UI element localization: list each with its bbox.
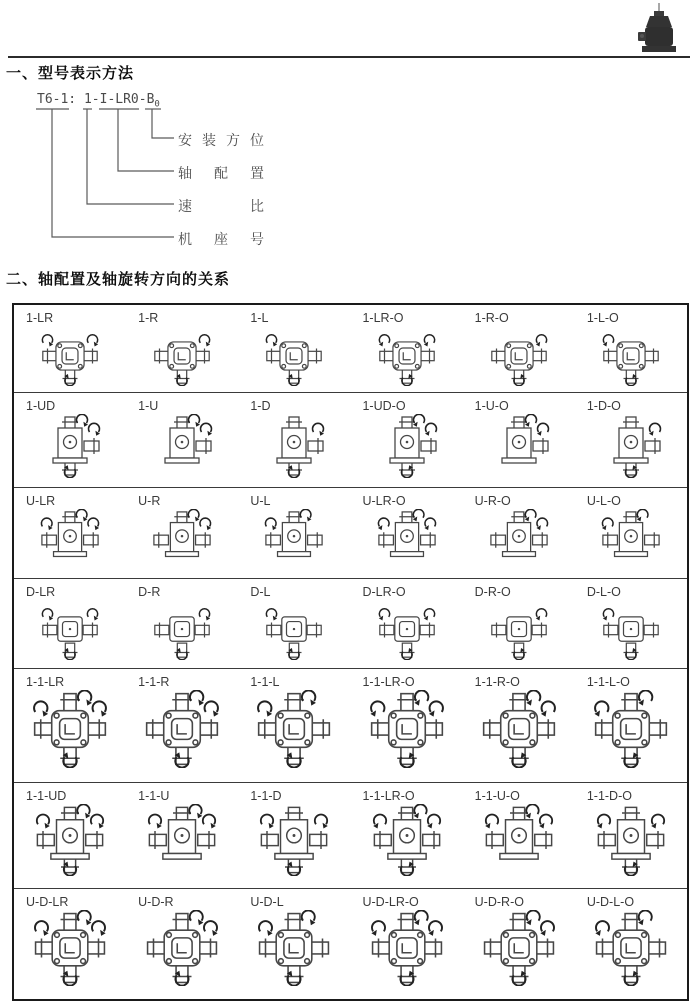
shaft-config-label: U-L: [250, 494, 271, 508]
gearbox-diagram: [601, 326, 661, 386]
table-cell: [14, 669, 126, 782]
table-row: [14, 888, 687, 999]
gearbox-diagram: [263, 509, 325, 571]
shaft-config-label: 1-1-LR: [26, 675, 65, 689]
shaft-config-label: U-LR-O: [362, 494, 406, 508]
table-cell: [126, 889, 238, 999]
shaft-config-label: D-LR: [26, 585, 56, 599]
shaft-config-label: 1-1-D-O: [586, 789, 632, 803]
table-cell: [575, 889, 687, 999]
shaft-config-label: 1-L: [250, 311, 269, 325]
shaft-config-label: U-LR: [26, 494, 56, 508]
table-cell: [14, 889, 126, 999]
shaft-config-label: D-L: [250, 585, 271, 599]
table-row: [14, 487, 687, 578]
table-cell: [350, 488, 462, 578]
gearbox-diagram: [40, 600, 100, 660]
gearbox-diagram: [377, 600, 437, 660]
callout-shaft-configuration: 轴配置: [178, 165, 286, 181]
shaft-config-label: U-D-R-O: [474, 895, 524, 909]
shaft-config-label: 1-1-LR-O: [362, 675, 415, 689]
gearbox-diagram: [600, 509, 662, 571]
shaft-config-label: 1-1-UD: [26, 789, 67, 803]
model-designation-diagram: [0, 90, 330, 262]
table-cell: [14, 305, 126, 392]
section2-heading: 二、轴配置及轴旋转方向的关系: [6, 271, 231, 288]
shaft-config-label: 1-1-D: [250, 789, 282, 803]
shaft-config-label: 1-UD: [26, 399, 56, 413]
shaft-config-label: U-D-LR-O: [362, 895, 419, 909]
gearbox-diagram: [601, 600, 661, 660]
table-cell: [238, 393, 350, 487]
gearbox-diagram: [487, 414, 551, 478]
table-cell: [350, 783, 462, 888]
table-cell: [463, 889, 575, 999]
gearbox-diagram: [377, 326, 437, 386]
shaft-config-label: 1-1-R-O: [474, 675, 520, 689]
table-cell: [463, 393, 575, 487]
shaft-config-label: 1-1-U-O: [474, 789, 520, 803]
shaft-config-label: U-D-L-O: [586, 895, 635, 909]
gearbox-diagram: [144, 910, 220, 986]
gearbox-diagram: [34, 804, 106, 876]
gearbox-diagram: [489, 600, 549, 660]
table-cell: [575, 783, 687, 888]
gearbox-diagram: [481, 910, 557, 986]
gearbox-diagram: [592, 690, 670, 768]
table-row: [14, 578, 687, 668]
gearbox-diagram: [32, 910, 108, 986]
gearbox-diagram: [151, 509, 213, 571]
table-cell: [575, 579, 687, 668]
table-cell: [350, 393, 462, 487]
table-cell: [126, 305, 238, 392]
table-cell: [463, 579, 575, 668]
model-code-subscript: 0: [154, 99, 160, 110]
table-cell: [575, 488, 687, 578]
gearbox-diagram: [264, 600, 324, 660]
table-cell: [575, 393, 687, 487]
shaft-config-label: U-D-L: [250, 895, 284, 909]
table-cell: [463, 305, 575, 392]
table-row: [14, 782, 687, 888]
table-cell: [463, 488, 575, 578]
shaft-config-label: 1-LR: [26, 311, 54, 325]
table-cell: [126, 488, 238, 578]
shaft-config-label: 1-D-O: [586, 399, 621, 413]
shaft-config-label: 1-U: [138, 399, 159, 413]
shaft-config-label: 1-UD-O: [362, 399, 406, 413]
gearbox-diagram: [371, 804, 443, 876]
gearbox-diagram: [264, 326, 324, 386]
table-cell: [238, 579, 350, 668]
table-cell: [14, 783, 126, 888]
table-cell: [350, 305, 462, 392]
gearbox-diagram: [152, 326, 212, 386]
shaft-config-label: D-L-O: [586, 585, 621, 599]
table-cell: [463, 669, 575, 782]
table-cell: [238, 305, 350, 392]
table-cell: [350, 579, 462, 668]
table-cell: [14, 488, 126, 578]
gearbox-diagram: [599, 414, 663, 478]
table-row: [14, 305, 687, 392]
gearbox-diagram: [483, 804, 555, 876]
gearbox-photo-icon: [635, 3, 681, 57]
gearbox-diagram: [40, 326, 100, 386]
gearbox-diagram: [593, 910, 669, 986]
gearbox-diagram: [369, 910, 445, 986]
table-cell: [238, 488, 350, 578]
gearbox-diagram: [595, 804, 667, 876]
table-cell: [350, 669, 462, 782]
table-cell: [350, 889, 462, 999]
table-row: [14, 392, 687, 487]
gearbox-diagram: [39, 509, 101, 571]
shaft-config-label: 1-1-L-O: [586, 675, 630, 689]
shaft-config-label: 1-U-O: [474, 399, 509, 413]
table-cell: [238, 889, 350, 999]
callout-speed-ratio: 速比: [178, 198, 322, 214]
table-cell: [126, 783, 238, 888]
table-cell: [14, 579, 126, 668]
shaft-config-label: 1-D: [250, 399, 271, 413]
gearbox-diagram: [31, 690, 109, 768]
table-cell: [238, 783, 350, 888]
callout-frame-size: 机座号: [178, 231, 286, 247]
shaft-config-label: 1-L-O: [586, 311, 619, 325]
gearbox-diagram: [255, 690, 333, 768]
shaft-config-label: D-R: [138, 585, 161, 599]
shaft-config-label: 1-R: [138, 311, 159, 325]
gearbox-diagram: [480, 690, 558, 768]
section1-heading: 一、型号表示方法: [6, 65, 135, 82]
shaft-config-label: U-L-O: [586, 494, 621, 508]
shaft-config-label: U-D-R: [138, 895, 174, 909]
gearbox-diagram: [258, 804, 330, 876]
gearbox-diagram: [489, 326, 549, 386]
gearbox-diagram: [368, 690, 446, 768]
gearbox-diagram: [143, 690, 221, 768]
table-cell: [463, 783, 575, 888]
table-cell: [126, 669, 238, 782]
shaft-config-label: U-R: [138, 494, 161, 508]
shaft-config-label: 1-LR-O: [362, 311, 404, 325]
table-cell: [126, 579, 238, 668]
shaft-config-label: U-R-O: [474, 494, 511, 508]
shaft-config-label: D-LR-O: [362, 585, 406, 599]
gearbox-diagram: [375, 414, 439, 478]
header-rule: [8, 56, 690, 58]
shaft-config-label: U-D-LR: [26, 895, 69, 909]
table-cell: [575, 669, 687, 782]
table-cell: [126, 393, 238, 487]
gearbox-diagram: [262, 414, 326, 478]
gearbox-diagram: [146, 804, 218, 876]
table-row: [14, 668, 687, 782]
gearbox-diagram: [488, 509, 550, 571]
gearbox-diagram: [150, 414, 214, 478]
table-cell: [238, 669, 350, 782]
gearbox-diagram: [152, 600, 212, 660]
table-cell: [575, 305, 687, 392]
table-cell: [14, 393, 126, 487]
gearbox-diagram: [38, 414, 102, 478]
shaft-config-label: 1-1-U: [138, 789, 170, 803]
shaft-configuration-table: [12, 303, 689, 1001]
shaft-config-label: 1-R-O: [474, 311, 509, 325]
shaft-config-label: 1-1-LR-O: [362, 789, 415, 803]
shaft-config-label: D-R-O: [474, 585, 511, 599]
model-code: T6-1: $1-I-LR0-B_0$: [37, 92, 160, 110]
gearbox-diagram: [256, 910, 332, 986]
gearbox-diagram: [376, 509, 438, 571]
callout-mounting-position: 安装方位: [178, 132, 274, 148]
shaft-config-label: 1-1-R: [138, 675, 170, 689]
shaft-config-label: 1-1-L: [250, 675, 280, 689]
